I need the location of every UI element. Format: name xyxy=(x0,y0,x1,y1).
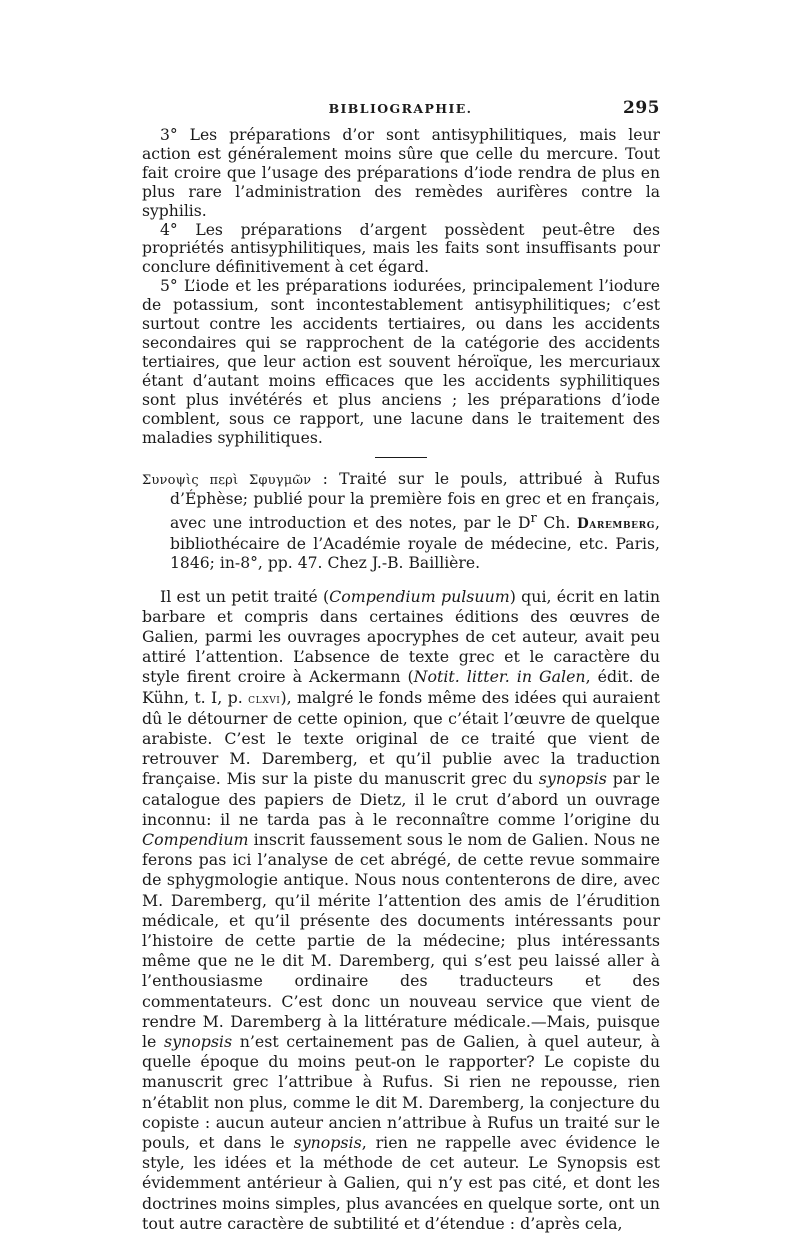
page-header xyxy=(142,98,660,126)
biblio-text-2: Ch. xyxy=(536,514,577,533)
review-text: ) qui, écrit en latin barbare et compris dans certaines éditions des œuvres de Galien, parmi les ouvrages apocryphes de cet auteur, avait peu attiré l’attention. L’absence de texte grec et le caractère du style firent croire à Ackermann ( xyxy=(142,586,660,687)
review-text: inscrit faussement sous le nom de Galien. Nous ne ferons pas ici l’analyse de cet abrégé, de cette revue sommaire de sphygmologie antique. Nous nous contenterons de dire, avec M. Daremberg, qu’il mérite l’attention des amis de l’érudition médicale, et qu’il présente des documents intéressants pour l’histoire de cette partie de la médecine; plus intéressants même que ne le dit M. Daremberg, qui s’est peu laissé aller à l’enthousiasme ordinaire des traducteurs et des commentateurs. C’est donc un nouveau service que vient de rendre M. Daremberg à la littérature médicale.—Mais, puisque le xyxy=(142,830,660,1052)
biblio-text-3: , bibliothécaire de l’Académie royale de médecine, etc. Paris, 1846; in-8°, pp. 47. Chez J.-B. Baillière. xyxy=(170,514,660,572)
book-page xyxy=(142,98,660,1234)
paragraph-silver: 4° Les préparations d’argent possèdent peut-être des propriétés antisyphilitiques, mais les faits sont insuffisants pour conclure définitivement à cet égard. xyxy=(142,220,660,277)
review-italic: synopsis xyxy=(293,1133,362,1153)
review-text: Il est un petit traité ( xyxy=(160,586,330,606)
review-italic: Compendium xyxy=(142,830,249,850)
review-italic: synopsis xyxy=(538,769,607,789)
review-text: par le catalogue des papiers de Dietz, il le crut d’abord un ouvrage inconnu: il ne tarda pas à le reconnaître comme l’origine du xyxy=(142,769,660,829)
review-italic: synopsis xyxy=(164,1032,233,1052)
bibliography-entry xyxy=(142,470,660,572)
editor-name: Daremberg xyxy=(576,516,656,533)
review-text: n’est certainement pas de Galien, à quel auteur, à quelle époque du moins peut-on le rapporter? Le copiste du manuscrit grec l’attribue à Rufus. Si rien ne repousse, rien n’établit non plus, comme le dit M. Daremberg, la conjecture du copiste : aucun auteur ancien n’attribue à Rufus un traité sur le pouls, et dans le xyxy=(142,1032,660,1153)
biblio-sup: r xyxy=(530,511,537,527)
section-divider xyxy=(375,457,427,458)
review-smallcaps: clxvi xyxy=(248,690,281,707)
review-italic: Compendium pulsuum xyxy=(329,586,510,606)
review-text: ), malgré le fonds même des idées qui auraient dû le détourner de cette opinion, que c’était l’œuvre de quelque arabiste. C’est le texte original de ce traité que vient de retrouver M. Daremberg, et qu’il publie avec la traduction française. Mis sur la piste du manuscrit grec du xyxy=(142,687,660,789)
paragraph-iodine: 5° L’iode et les préparations iodurées, principalement l’iodure de potassium, sont incontestablement antisyphilitiques; c’est surtout contre les accidents tertiaires, ou dans les accidents secondaires qui se rapprochent de la catégorie des accidents tertiaires, que leur action est souvent héroïque, les mercuriaux étant d’autant moins efficaces que les accidents syphilitiques sont plus invétérés et plus anciens ; les préparations d’iode comblent, sous ce rapport, une lacune dans le traitement des maladies syphilitiques. xyxy=(142,277,660,447)
paragraph-gold: 3° Les préparations d’or sont antisyphilitiques, mais leur action est généralement moins sûre que celle du mercure. Tout fait croire que l’usage des préparations d’iode rendra de plus en plus rare l’administration des remèdes aurifères contre la syphilis. xyxy=(142,126,660,220)
greek-title: Συνοψὶς περὶ Σφυγμῶν xyxy=(142,473,312,489)
review-text: , édit. de Kühn, t. I, p. xyxy=(142,667,660,707)
running-head: BIBLIOGRAPHIE. xyxy=(328,101,473,116)
biblio-text-1: : Traité sur le pouls, attribué à Rufus d’Éphèse; publié pour la première fois en grec et en français, avec une introduction et des notes, par le D xyxy=(170,470,660,533)
review-paragraph xyxy=(142,587,660,1234)
review-italic: Notit. litter. in Galen xyxy=(413,667,586,687)
review-text: , rien ne rappelle avec évidence le style, les idées et la méthode de cet auteur. Le Synopsis est évidemment antérieur à Galien, qui n’y est pas cité, et dont les doctrines moins simples, plus avancées en quelque sorte, ont un tout autre caractère de subtilité et d’étendue : d’après cela, xyxy=(142,1133,660,1233)
page-number: 295 xyxy=(623,98,660,118)
